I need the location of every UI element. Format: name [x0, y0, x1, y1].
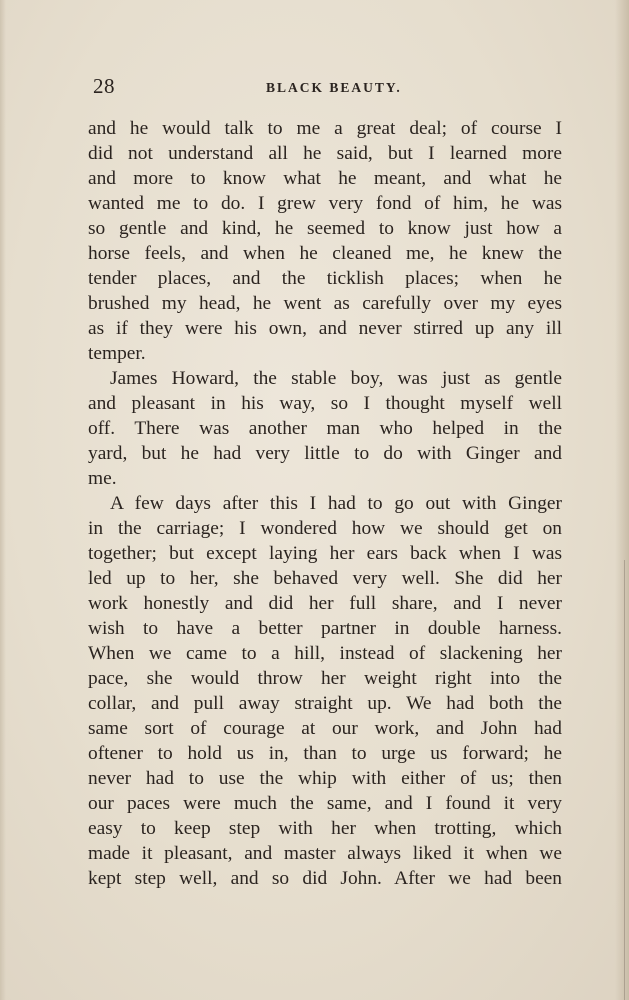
text-line: wish to have a better partner in double harness.	[88, 618, 562, 639]
text-line: horse feels, and when he cleaned me, he knew the	[88, 243, 562, 264]
text-line: pace, she would throw her weight right into the	[88, 668, 562, 689]
text-line: A few days after this I had to go out with Ginger	[110, 493, 562, 514]
text-line: oftener to hold us in, than to urge us forward; he	[88, 743, 562, 764]
text-line: yard, but he had very little to do with Ginger and	[88, 443, 562, 464]
text-line: tender places, and the ticklish places; when he	[88, 268, 562, 289]
text-line: and he would talk to me a great deal; of course I	[88, 118, 562, 139]
text-line: wanted me to do. I grew very fond of him, he was	[88, 193, 562, 214]
text-line: easy to keep step with her when trotting, which	[88, 818, 562, 839]
text-line: kept step well, and so did John. After we had been	[88, 868, 562, 889]
text-line: off. There was another man who helped in the	[88, 418, 562, 439]
text-line: collar, and pull away straight up. We had both the	[88, 693, 562, 714]
text-line: and more to know what he meant, and what he	[88, 168, 562, 189]
text-line: in the carriage; I wondered how we should get on	[88, 518, 562, 539]
running-head: BLACK BEAUTY.	[266, 80, 402, 95]
page-gutter-line	[624, 560, 625, 1000]
text-line: same sort of courage at our work, and John had	[88, 718, 562, 739]
text-line: our paces were much the same, and I found it very	[88, 793, 562, 814]
text-line: brushed my head, he went as carefully over my eyes	[88, 293, 562, 314]
text-line: never had to use the whip with either of us; then	[88, 768, 562, 789]
text-line: made it pleasant, and master always liked it when we	[88, 843, 562, 864]
text-line: together; but except laying her ears back when I was	[88, 543, 562, 564]
text-line: so gentle and kind, he seemed to know just how a	[88, 218, 562, 239]
text-line: me.	[88, 468, 117, 489]
text-line: work honestly and did her full share, and I never	[88, 593, 562, 614]
text-line: led up to her, she behaved very well. She did her	[88, 568, 562, 589]
text-line: When we came to a hill, instead of slackening her	[88, 643, 562, 664]
text-line: temper.	[88, 343, 146, 364]
page-number: 28	[93, 74, 115, 98]
page-right-edge-shadow	[615, 0, 629, 1000]
text-line: James Howard, the stable boy, was just as gentle	[110, 368, 562, 389]
body-text	[88, 116, 562, 891]
page-header	[93, 72, 563, 102]
text-line: as if they were his own, and never stirred up any ill	[88, 318, 562, 339]
text-line: and pleasant in his way, so I thought myself well	[88, 393, 562, 414]
page-left-edge-shadow	[0, 0, 6, 1000]
text-line: did not understand all he said, but I learned more	[88, 143, 562, 164]
